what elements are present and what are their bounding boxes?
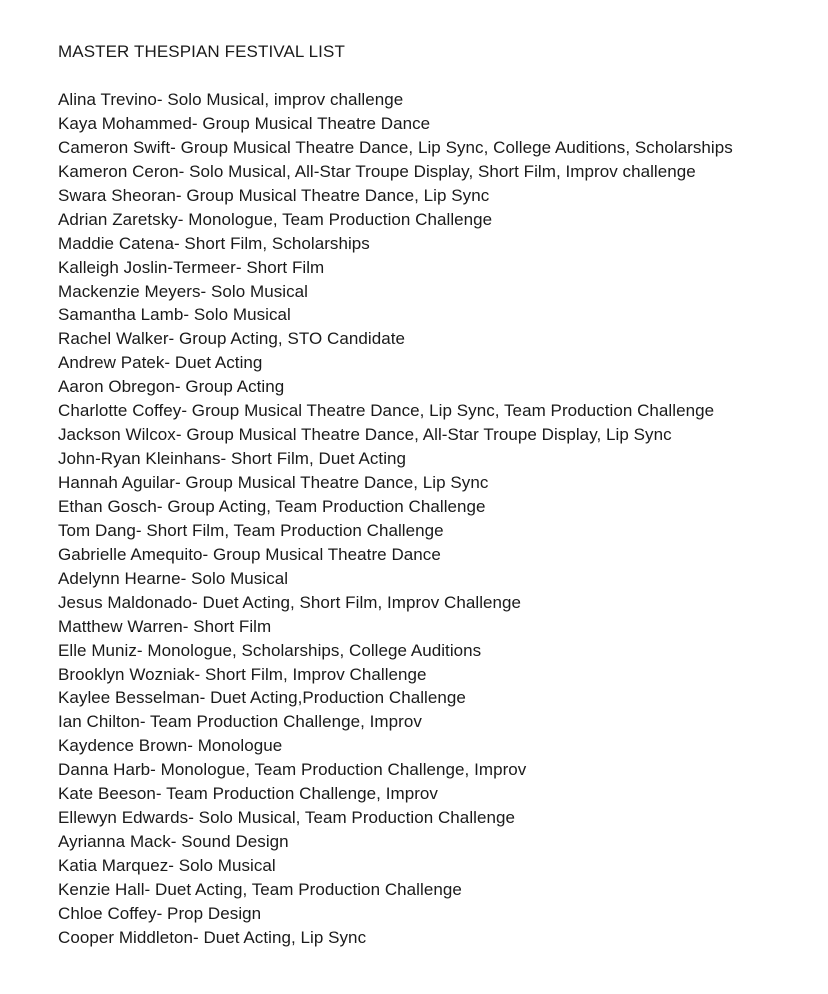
list-item: Adrian Zaretsky- Monologue, Team Production Challenge [58, 209, 493, 229]
list-item: Danna Harb- Monologue, Team Production Challenge, Improv [58, 760, 527, 780]
list-item: Ayrianna Mack- Sound Design [58, 832, 289, 852]
list-item: Swara Sheoran- Group Musical Theatre Dance, Lip Sync [58, 185, 490, 205]
list-item: Cooper Middleton- Duet Acting, Lip Sync [58, 927, 367, 947]
list-item: Ian Chilton- Team Production Challenge, Improv [58, 712, 422, 732]
list-item: Jesus Maldonado- Duet Acting, Short Film, Improv Challenge [58, 592, 522, 612]
list-item: Kaydence Brown- Monologue [58, 736, 283, 756]
list-item: Elle Muniz- Monologue, Scholarships, College Auditions [58, 640, 482, 660]
list-item: Brooklyn Wozniak- Short Film, Improv Challenge [58, 664, 427, 684]
list-item: Kaylee Besselman- Duet Acting,Production Challenge [58, 688, 466, 708]
document-title: MASTER THESPIAN FESTIVAL LIST [58, 42, 345, 61]
list-item: Kalleigh Joslin-Termeer- Short Film [58, 257, 325, 277]
list-item: Rachel Walker- Group Acting, STO Candidate [58, 329, 405, 349]
list-item: Tom Dang- Short Film, Team Production Challenge [58, 520, 444, 540]
list-item: Cameron Swift- Group Musical Theatre Dance, Lip Sync, College Auditions, Scholarships [58, 137, 733, 157]
list-item: Matthew Warren- Short Film [58, 616, 272, 636]
list-item: Mackenzie Meyers- Solo Musical [58, 281, 308, 301]
list-item: Jackson Wilcox- Group Musical Theatre Dance, All-Star Troupe Display, Lip Sync [58, 425, 672, 445]
list-item: Hannah Aguilar- Group Musical Theatre Dance, Lip Sync [58, 473, 489, 492]
list-item: Adelynn Hearne- Solo Musical [58, 568, 289, 588]
list-item: Katia Marquez- Solo Musical [58, 856, 276, 875]
list-item: Kaya Mohammed- Group Musical Theatre Dance [58, 113, 431, 133]
list-item: Ethan Gosch- Group Acting, Team Production Challenge [58, 496, 486, 516]
list-item: Kenzie Hall- Duet Acting, Team Production Challenge [58, 879, 462, 899]
list-item: Gabrielle Amequito- Group Musical Theatre Dance [58, 544, 441, 564]
list-item: John-Ryan Kleinhans- Short Film, Duet Acting [58, 449, 407, 469]
list-item: Kameron Ceron- Solo Musical, All-Star Troupe Display, Short Film, Improv challenge [58, 161, 696, 181]
list-item: Charlotte Coffey- Group Musical Theatre Dance, Lip Sync, Team Production Challenge [58, 401, 715, 421]
list-item: Samantha Lamb- Solo Musical [58, 305, 291, 325]
list-item: Maddie Catena- Short Film, Scholarships [58, 233, 370, 253]
list-item: Aaron Obregon- Group Acting [58, 377, 285, 397]
list-item: Andrew Patek- Duet Acting [58, 353, 263, 373]
list-item: Chloe Coffey- Prop Design [58, 903, 262, 923]
list-item: Ellewyn Edwards- Solo Musical, Team Production Challenge [58, 808, 515, 828]
list-item: Alina Trevino- Solo Musical, improv challenge [58, 90, 404, 109]
list-item: Kate Beeson- Team Production Challenge, Improv [58, 784, 438, 804]
festival-entry-list [58, 88, 733, 950]
